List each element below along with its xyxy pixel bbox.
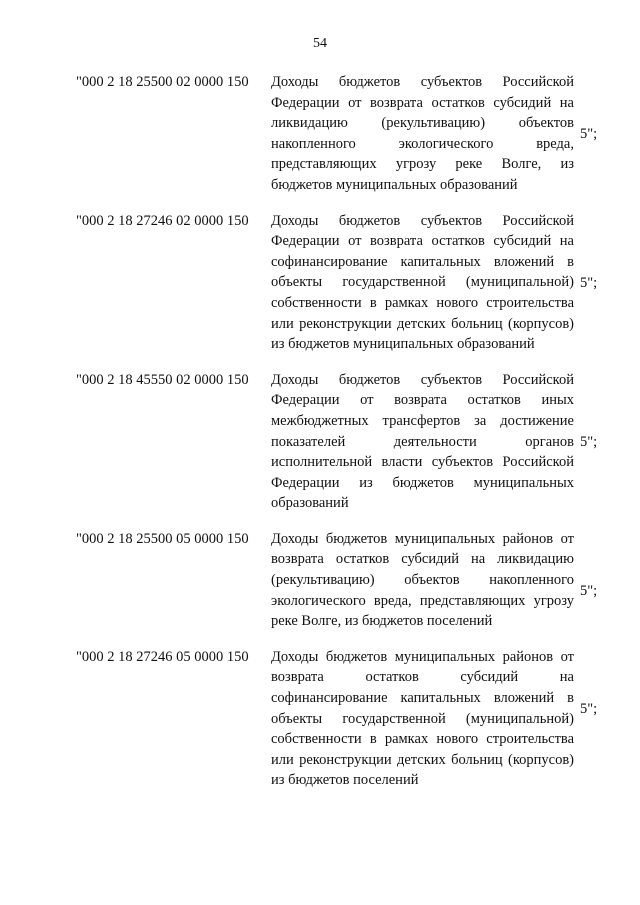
budget-code-description: Доходы бюджетов муниципальных районов от возврата остатков субсидий на ликвидацию (рекультивацию) объектов накопленного экологического вреда, представляющих угрозу реке Волге, из бюджетов поселений xyxy=(271,530,574,630)
budget-classification-code: "000 2 18 45550 02 0000 150 xyxy=(76,371,249,388)
budget-code-entry xyxy=(76,529,608,632)
budget-classification-code: "000 2 18 25500 02 0000 150 xyxy=(76,74,249,90)
budget-code-entry xyxy=(76,647,608,791)
budget-code-list xyxy=(76,72,608,806)
budget-code-entry xyxy=(76,370,608,514)
column-closing-value: 5"; xyxy=(580,582,598,599)
budget-code-description: Доходы бюджетов субъектов Российской Федерации от возврата остатков субсидий на ликвидацию (рекультивацию) объектов накопленного экологического вреда, представляющих угрозу реке Волге, из бюджетов муниципальных образований xyxy=(271,74,574,193)
budget-code-entry xyxy=(76,72,608,196)
budget-code-entry xyxy=(76,211,608,355)
budget-classification-code: "000 2 18 27246 05 0000 150 xyxy=(76,648,249,665)
column-closing-value: 5"; xyxy=(580,126,598,142)
column-closing-value: 5"; xyxy=(580,433,598,450)
column-closing-value: 5"; xyxy=(580,274,598,291)
budget-code-description: Доходы бюджетов субъектов Российской Федерации от возврата остатков субсидий на софинансирование капитальных вложений в объекты государственной (муниципальной) собственности в рамках нового строительства или реконструкции детских больниц (корпусов) из бюджетов муниципальных образований xyxy=(271,212,574,353)
budget-classification-code: "000 2 18 27246 02 0000 150 xyxy=(76,212,249,229)
page-number: 54 xyxy=(313,36,327,51)
column-closing-value: 5"; xyxy=(580,700,598,717)
budget-classification-code: "000 2 18 25500 05 0000 150 xyxy=(76,530,249,547)
budget-code-description: Доходы бюджетов муниципальных районов от возврата остатков субсидий на софинансирование капитальных вложений в объекты государственной (муниципальной) собственности в рамках нового строительства или реконструкции детских больниц (корпусов) из бюджетов поселений xyxy=(271,648,574,789)
budget-code-description: Доходы бюджетов субъектов Российской Федерации от возврата остатков иных межбюджетных трансфертов за достижение показателей деятельности органов исполнительной власти субъектов Российской Федерации из бюджетов муниципальных образований xyxy=(271,371,574,512)
